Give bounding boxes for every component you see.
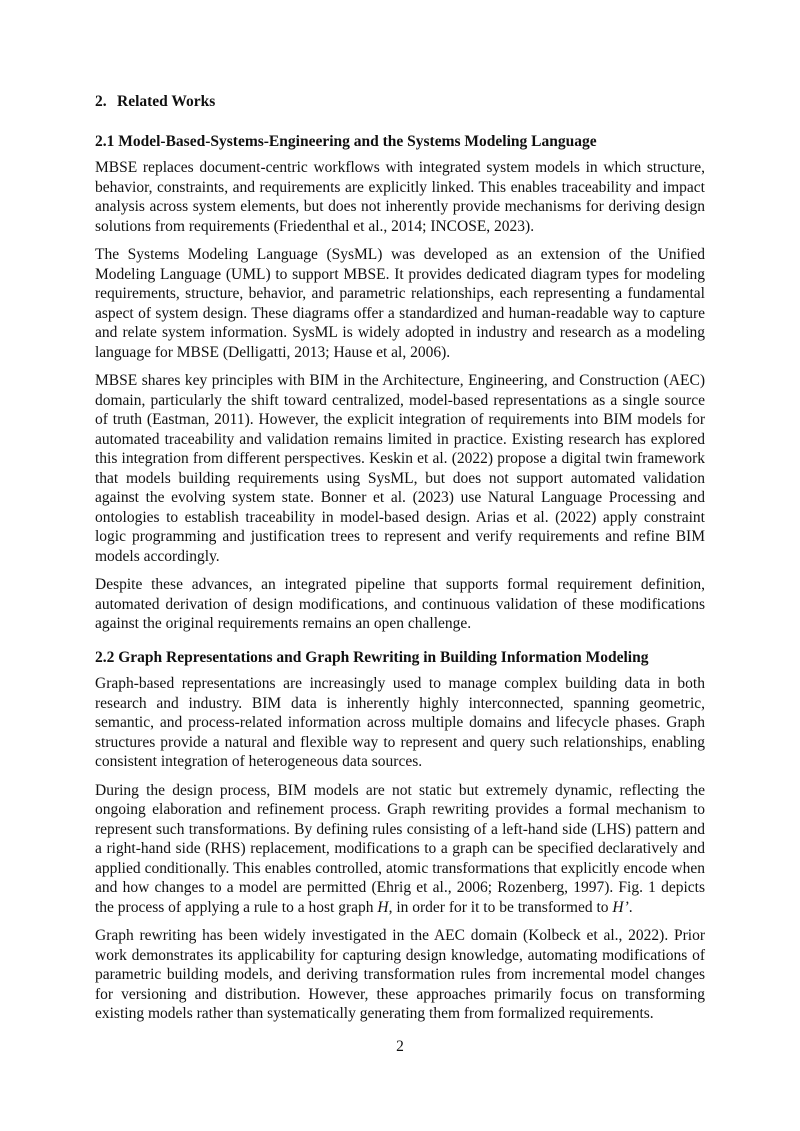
section-number: 2. [95, 93, 107, 110]
paragraph [95, 781, 705, 918]
page-number: 2 [396, 1038, 404, 1055]
paragraph: MBSE replaces document-centric workflows with integrated system models in which structure, behavior, constraints, and requirements are explicitly linked. This enables traceability and impact analysis across system elements, but does not inherently provide mechanisms for deriving design solutions from requirements (Friedenthal et al., 2014; INCOSE, 2023). [95, 159, 705, 235]
subsection-heading-2-1: 2.1 Model-Based-Systems-Engineering and the Systems Modeling Language [95, 132, 597, 150]
section-title: Related Works [117, 93, 216, 110]
paper-page [95, 92, 705, 1024]
paragraph: Graph rewriting has been widely investigated in the AEC domain (Kolbeck et al., 2022). Prior work demonstrates its applicability for capturing design knowledge, automating modifications of parametric building models, and deriving transformation rules from incremental model changes for versioning and distribution. However, these approaches primarily focus on transforming existing models rather than systematically generating them from formalized requirements. [95, 927, 705, 1022]
paragraph: The Systems Modeling Language (SysML) was developed as an extension of the Unified Modeling Language (UML) to support MBSE. It provides dedicated diagram types for modeling requirements, structure, behavior, and parametric relationships, each representing a fundamental aspect of system design. These diagrams offer a standardized and human-readable way to capture and relate system information. SysML is widely adopted in industry and research as a modeling language for MBSE (Delligatti, 2013; Hause et al, 2006). [95, 246, 705, 361]
paragraph-text: During the design process, BIM models are not static but extremely dynamic, reflecting the ongoing elaboration and refinement process. Graph rewriting provides a formal mechanism to represent such transformations. By defining rules consisting of a left-hand side (LHS) pattern and a right-hand side (RHS) replacement, modifications to a graph can be specified declaratively and applied conditionally. This enables controlled, atomic transformations that explicitly encode when and how changes to a model are permitted (Ehrig et al., 2006; Rozenberg, 1997). Fig. 1 depicts the process of applying a rule to a host graph [95, 781, 705, 916]
paragraph: Graph-based representations are increasingly used to manage complex building data in both research and industry. BIM data is inherently highly interconnected, spanning geometric, semantic, and process-related information across multiple domains and lifecycle phases. Graph structures provide a natural and flexible way to represent and query such relationships, enabling consistent integration of heterogeneous data sources. [95, 675, 705, 770]
paragraph-text: , in order for it to be transformed to [388, 898, 613, 916]
subsection-heading-2-2: 2.2 Graph Representations and Graph Rewriting in Building Information Modeling [95, 648, 649, 666]
paragraph: MBSE shares key principles with BIM in the Architecture, Engineering, and Construction (AEC) domain, particularly the shift toward centralized, model-based representations as a single source of truth (Eastman, 2011). However, the explicit integration of requirements into BIM models for automated traceability and validation remains limited in practice. Existing research has explored this integration from different perspectives. Keskin et al. (2022) propose a digital twin framework that models building requirements using SysML, but does not support automated validation against the evolving system state. Bonner et al. (2023) use Natural Language Processing and ontologies to establish traceability in model-based design. Arias et al. (2022) apply constraint logic programming and justification trees to represent and verify requirements and refine BIM models accordingly. [95, 372, 705, 565]
section-heading [95, 92, 705, 112]
paragraph-text: . [628, 898, 633, 916]
paragraph: Despite these advances, an integrated pipeline that supports formal requirement definition, automated derivation of design modifications, and continuous validation of these modifications against the original requirements remains an open challenge. [95, 576, 705, 632]
graph-variable-h: H [377, 898, 389, 916]
graph-variable-h-prime: H’ [612, 898, 629, 916]
